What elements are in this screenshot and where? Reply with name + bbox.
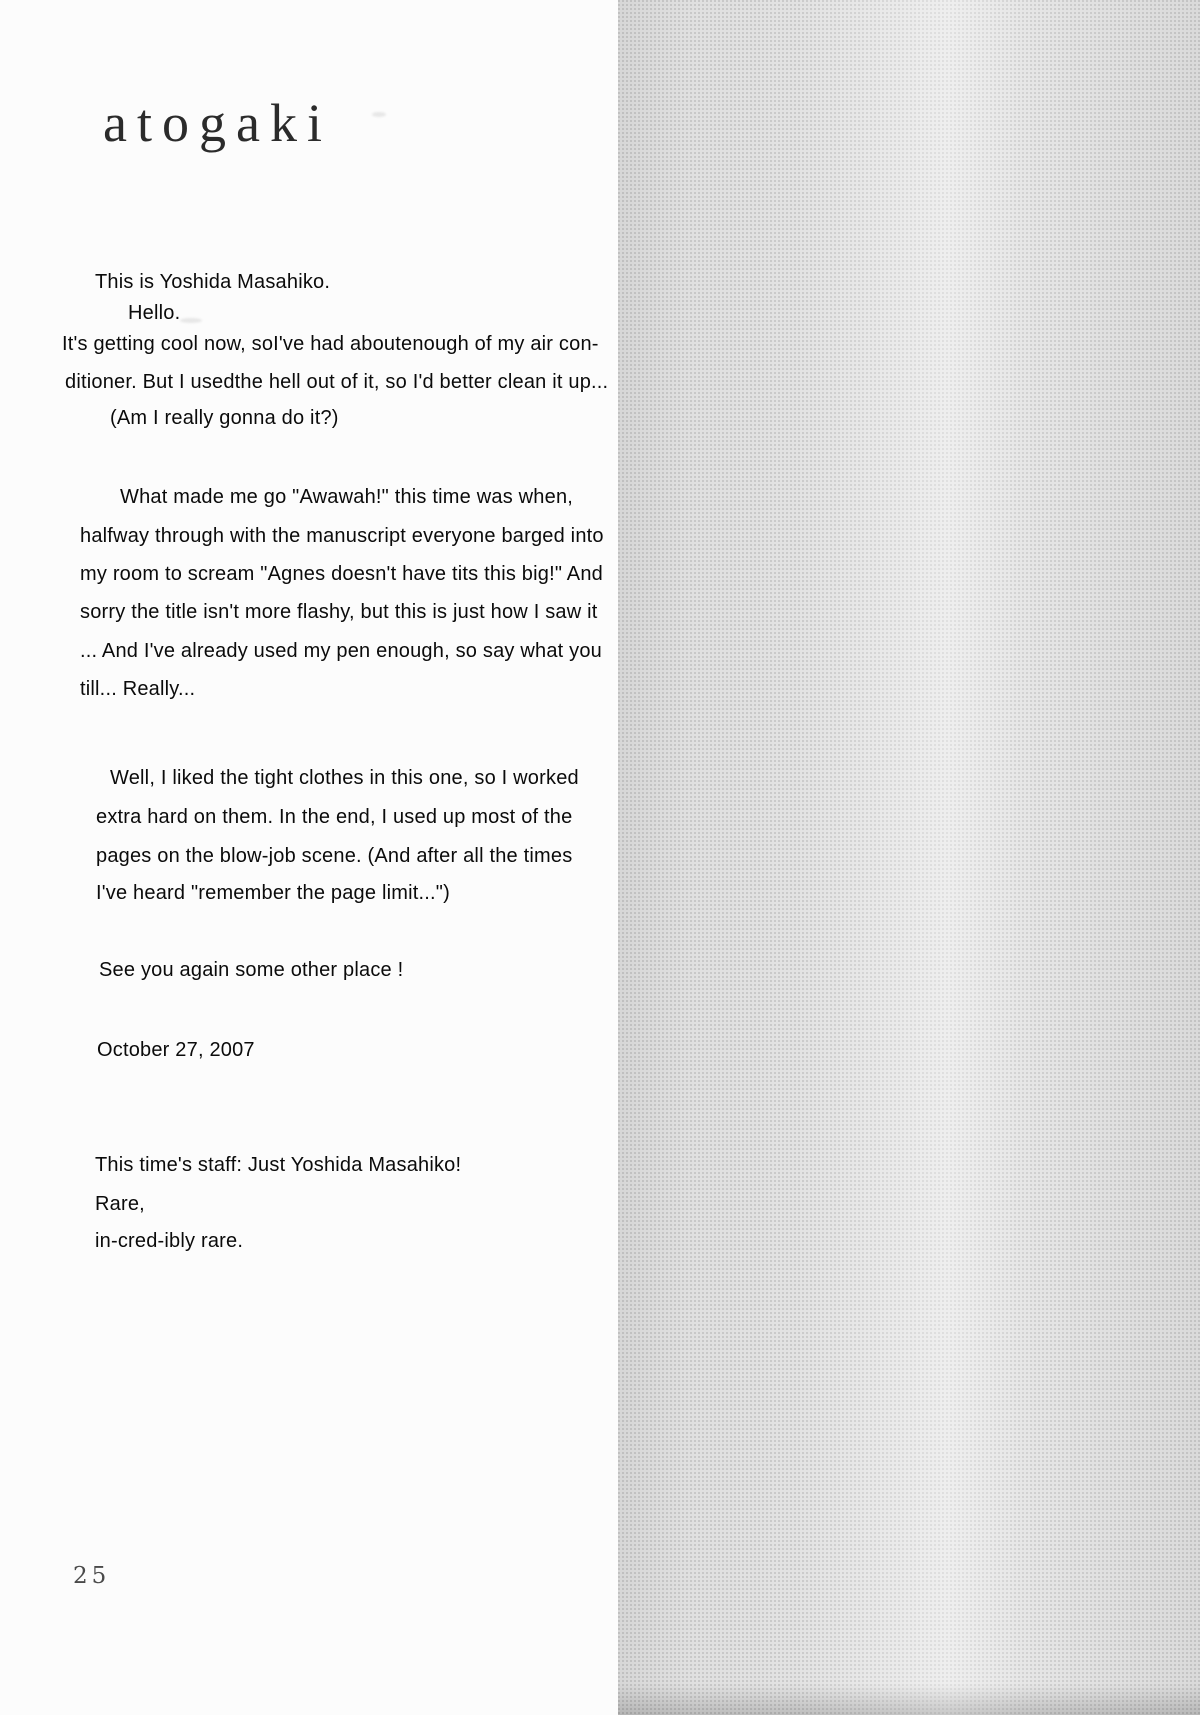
text-line: ditioner. But I usedthe hell out of it, so I'd better clean it up... <box>65 371 609 393</box>
staff-line: in-cred-ibly rare. <box>95 1230 244 1252</box>
closing-line: See you again some other place ! <box>99 959 404 981</box>
text-line: What made me go "Awawah!" this time was when, <box>120 486 574 508</box>
staff-line: Rare, <box>95 1193 145 1215</box>
text-line: my room to scream "Agnes doesn't have tits this big!" And <box>80 563 603 585</box>
text-line: sorry the title isn't more flashy, but this is just how I saw it <box>80 601 598 623</box>
afterword-title: atogaki <box>103 93 332 153</box>
text-line: (Am I really gonna do it?) <box>110 407 339 429</box>
text-line: pages on the blow-job scene. (And after all the times <box>96 845 573 867</box>
text-line: I've heard "remember the page limit...") <box>96 882 450 904</box>
scan-artifact <box>180 318 202 323</box>
text-line: It's getting cool now, soI've had aboutenough of my air con- <box>62 333 599 355</box>
text-line: Hello. <box>128 302 181 324</box>
text-line: ... And I've already used my pen enough, so say what you <box>80 640 603 662</box>
text-line: This is Yoshida Masahiko. <box>95 271 331 293</box>
text-line: halfway through with the manuscript everyone barged into <box>80 525 604 547</box>
scan-artifact <box>372 112 386 117</box>
text-line: Well, I liked the tight clothes in this one, so I worked <box>110 767 579 789</box>
text-line: extra hard on them. In the end, I used up most of the <box>96 806 573 828</box>
staff-line: This time's staff: Just Yoshida Masahiko! <box>95 1154 462 1176</box>
date-line: October 27, 2007 <box>97 1039 255 1061</box>
text-line: till... Really... <box>80 678 196 700</box>
scan-background-texture <box>618 0 1200 1715</box>
page-number: 25 <box>73 1563 111 1589</box>
